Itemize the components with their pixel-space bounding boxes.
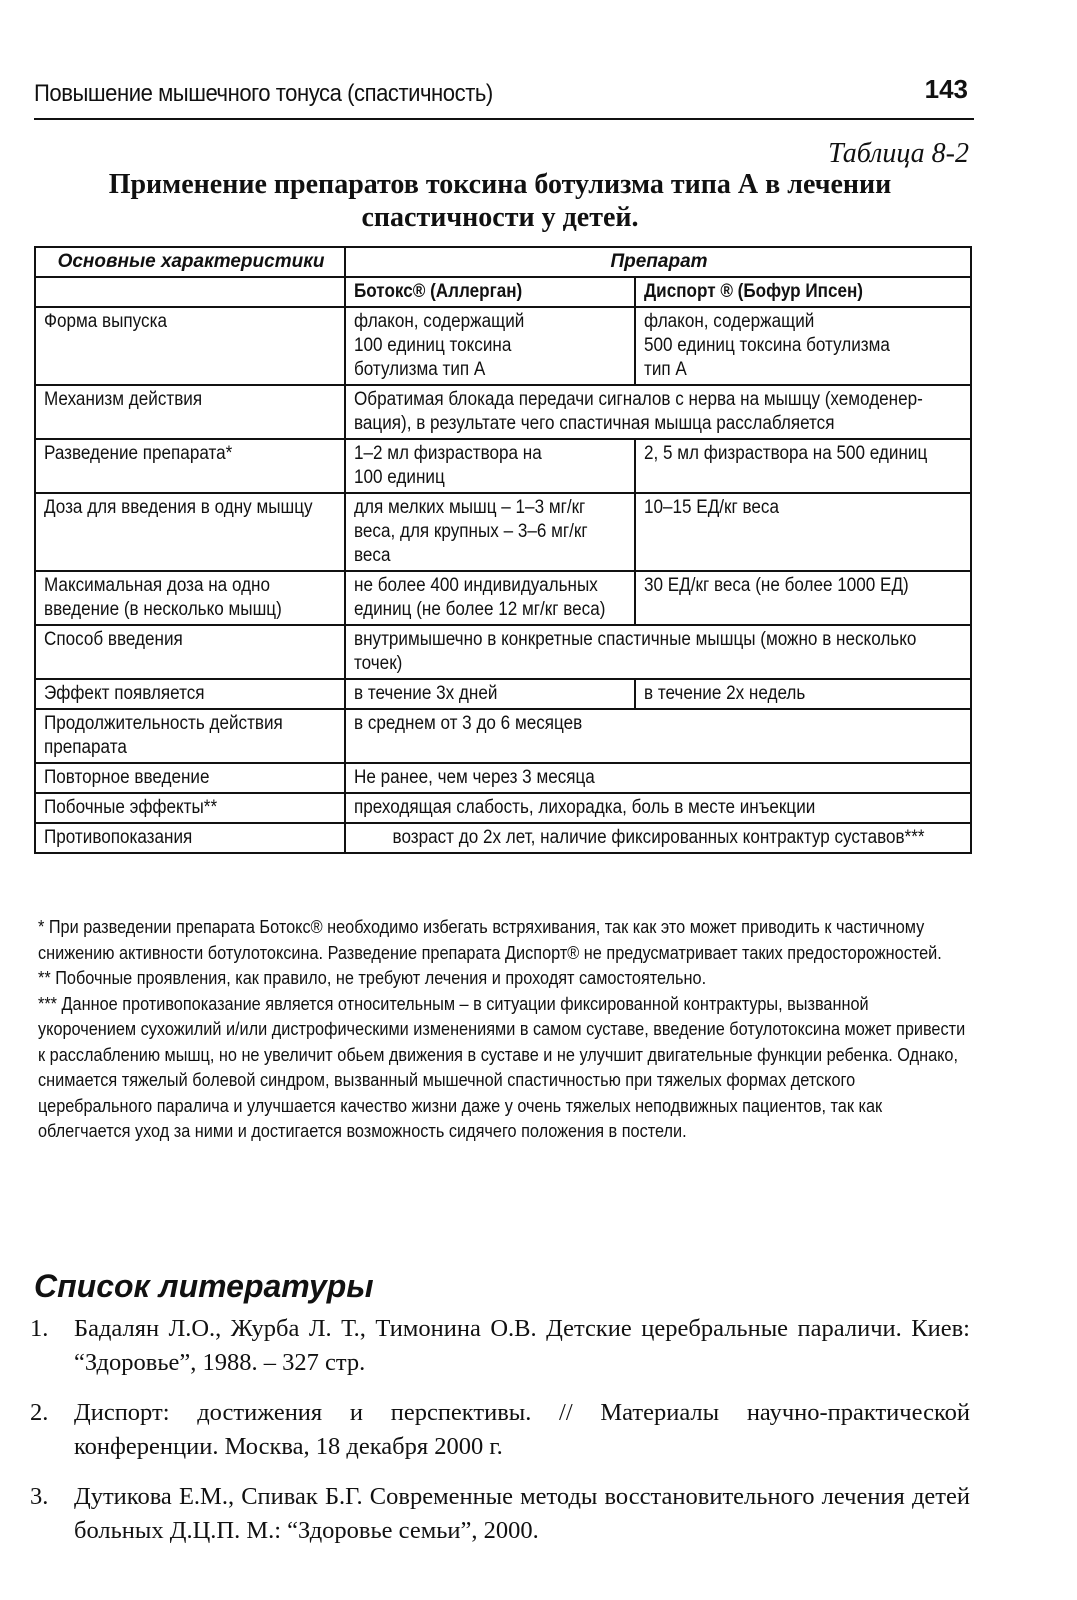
page-number: 143 (924, 74, 968, 104)
table-row (35, 793, 971, 823)
reference-text: Бадалян Л.О., Журба Л. Т., Тимонина О.В. Детские церебральные параличи. Киев: “Здоровье”, 1988. – 327 стр. (74, 1315, 970, 1376)
row-feature: Продолжительность действия препарата (35, 709, 345, 763)
row-drug2: 2, 5 мл физраствора на 500 единиц (635, 439, 971, 493)
reference-item (30, 1312, 970, 1380)
footnote-1: * При разведении препарата Ботокс® необходимо избегать встряхивания, так как это может приводить к частичному снижению активности ботулотоксина. Разведение препарата Диспорт® не предусматривает таких предосторожностей. (38, 916, 942, 963)
row-feature: Доза для введения в одну мышцу (35, 493, 345, 571)
table-number: Таблица 8-2 (828, 138, 969, 169)
row-both: внутримышечно в конкретные спастичные мышцы (можно в несколько точек) (345, 625, 971, 679)
table-row (35, 763, 971, 793)
table-header-row (35, 247, 971, 277)
row-both: Обратимая блокада передачи сигналов с нерва на мышцу (хемоденер- вация), в результате чего спастичная мышца расслабляется (345, 385, 971, 439)
reference-number: 3. (30, 1483, 49, 1510)
running-title: Повышение мышечного тонуса (спастичность) (34, 80, 493, 107)
row-feature: Форма выпуска (35, 307, 345, 385)
table-row (35, 571, 971, 625)
reference-number: 2. (30, 1399, 49, 1426)
table-row (35, 493, 971, 571)
table-row (35, 307, 971, 385)
row-feature: Повторное введение (35, 763, 345, 793)
row-both: преходящая слабость, лихорадка, боль в месте инъекции (345, 793, 971, 823)
row-drug2: 30 ЕД/кг веса (не более 1000 ЕД) (635, 571, 971, 625)
running-header (34, 74, 974, 120)
table-row (35, 385, 971, 439)
row-feature: Механизм действия (35, 385, 345, 439)
table-row (35, 439, 971, 493)
reference-number: 1. (30, 1315, 49, 1342)
empty-cell (35, 277, 345, 307)
row-drug1: флакон, содержащий 100 единиц токсина ботулизма тип А (345, 307, 635, 385)
row-feature: Разведение препарата* (35, 439, 345, 493)
row-drug2: в течение 2х недель (635, 679, 971, 709)
reference-item (30, 1396, 970, 1464)
row-drug1: для мелких мышц – 1–3 мг/кг веса, для крупных – 3–6 мг/кг веса (345, 493, 635, 571)
references-list (30, 1312, 970, 1564)
table-drug-names-row (35, 277, 971, 307)
table-row (35, 823, 971, 853)
drug1-name: Ботокс® (Аллерган) (345, 277, 635, 307)
row-drug1: не более 400 индивидуальных единиц (не более 12 мг/кг веса) (345, 571, 635, 625)
row-both: Не ранее, чем через 3 месяца (345, 763, 971, 793)
header-feature: Основные характеристики (35, 247, 345, 277)
row-drug2: 10–15 ЕД/кг веса (635, 493, 971, 571)
table-footnotes (38, 914, 968, 1144)
reference-text: Дутикова Е.М., Спивак Б.Г. Современные методы восстановительного лечения детей больных Д.Ц.П. М.: “Здоровье семьи”, 2000. (74, 1483, 970, 1544)
row-feature: Противопоказания (35, 823, 345, 853)
footnote-3: *** Данное противопоказание является относительным – в ситуации фиксированной контрактуры, вызванной укорочением сухожилий и/или дистрофическими изменениями в самом суставе, введение ботулотоксина может привести к расслаблению мышц, но не увеличит обьем движения в суставе и не улучшит двигательные функции ребенка. Однако, снимается тяжелый болевой синдром, вызванный мышечной спастичностью при тяжелых формах детского церебрального паралича и улучшается качество жизни даже у очень тяжелых неподвижных пациентов, так как облегчается уход за ними и достигается возможность сидячего положения в постели. (38, 992, 966, 1141)
table-row (35, 709, 971, 763)
reference-text: Диспорт: достижения и перспективы. // Материалы научно-практической конференции. Москва, 18 декабря 2000 г. (74, 1399, 970, 1460)
botulinum-table (34, 246, 972, 854)
row-feature: Побочные эффекты** (35, 793, 345, 823)
row-feature: Способ введения (35, 625, 345, 679)
table-row (35, 679, 971, 709)
row-both: в среднем от 3 до 6 месяцев (345, 709, 971, 763)
reference-item (30, 1480, 970, 1548)
row-feature: Эффект появляется (35, 679, 345, 709)
header-drug: Препарат (345, 247, 971, 277)
row-drug2: флакон, содержащий 500 единиц токсина ботулизма тип А (635, 307, 971, 385)
footnote-2: ** Побочные проявления, как правило, не требуют лечения и проходят самостоятельно. (38, 967, 707, 988)
table-title: Применение препаратов токсина ботулизма типа А в лечении спастичности у детей. (108, 169, 892, 233)
row-drug1: в течение 3х дней (345, 679, 635, 709)
row-both: возраст до 2х лет, наличие фиксированных контрактур суставов*** (345, 823, 971, 853)
table-row (35, 625, 971, 679)
drug2-name: Диспорт ® (Бофур Ипсен) (635, 277, 971, 307)
row-feature: Максимальная доза на одно введение (в несколько мышц) (35, 571, 345, 625)
references-heading: Список литературы (34, 1268, 374, 1304)
row-drug1: 1–2 мл физраствора на 100 единиц (345, 439, 635, 493)
